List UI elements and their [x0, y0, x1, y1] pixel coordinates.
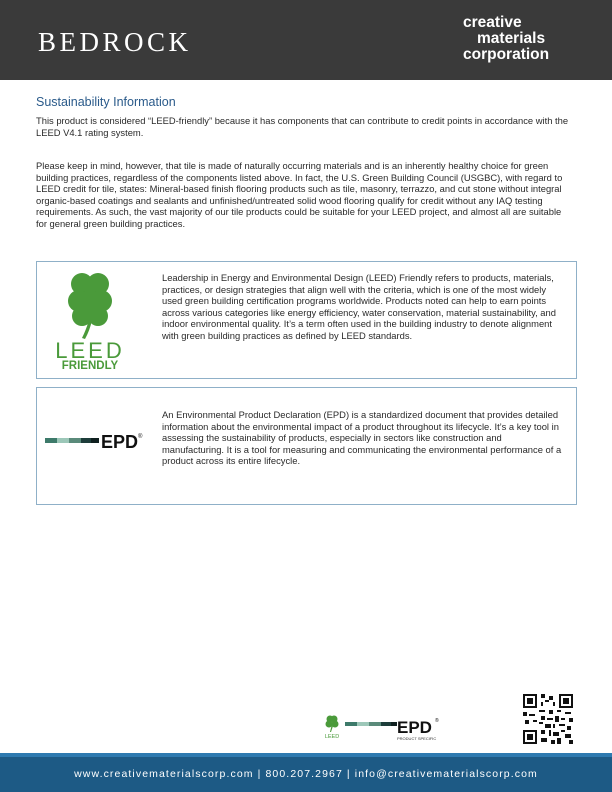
epd-small-text: EPD [397, 718, 432, 737]
epd-product-specific-label: PRODUCT SPECIFIC [397, 736, 437, 741]
leed-small-badge [322, 714, 342, 742]
qr-code-icon [523, 694, 573, 744]
leed-description: Leadership in Energy and Environmental Design (LEED) Friendly refers to products, materials, practices, or design strategies that align well with the criteria, which is one of the most widely used green building certification programs worldwide. Products noted can help to earn points across various categories like energy efficiency, water conservation, material sustainability, and indoor environmental quality. It’s a term often used in the building industry to denote alignment with green building practices as defined by LEED standards. [162, 272, 556, 341]
friendly-logo-word: FRIENDLY [61, 360, 119, 370]
leed-small-text: LEED [324, 734, 340, 740]
four-leaf-clover-icon [68, 273, 112, 339]
company-logo [463, 15, 593, 63]
epd-logo [45, 430, 145, 452]
leed-logo-word: LEED [55, 338, 125, 363]
epd-info-box [36, 387, 577, 505]
epd-small-registered-mark: ® [435, 718, 439, 724]
epd-logo-text: EPD [101, 432, 139, 452]
intro-paragraph: This product is considered “LEED-friendly” because it has components that can contribute to credit points in accordance with the LEED V4.1 rating system. [36, 115, 569, 138]
company-line-1: creative [463, 14, 522, 31]
epd-registered-mark: ® [138, 434, 143, 440]
footer-contact-info: www.creativematerialscorp.com | 800.207.2967 | info@creativematerialscorp.com [74, 768, 538, 780]
brand-logo: BEDROCK [38, 27, 192, 57]
epd-description: An Environmental Product Declaration (EPD) is a standardized document that provides detailed information about the environmental impact of a product throughout its lifecycle. It’s a key tool in assessing the sustainability of products, especially in sectors like construction and manufacturing. It is a tool for measuring and communicating the environmental performance of a product across its entire lifecycle. [162, 409, 562, 467]
section-title: Sustainability Information [36, 95, 176, 109]
page-header [0, 0, 612, 80]
epd-small-badge [345, 716, 441, 742]
page-footer [0, 753, 612, 792]
leed-info-box [36, 261, 577, 379]
detail-paragraph: Please keep in mind, however, that tile is made of naturally occurring materials and is an inherently healthy choice for green building practices, regardless of the components listed above. In fact, the U.S. Green Building Council (USGBC), with regard to LEED credit for tile, states: Mineral-based finish flooring products such as tile, masonry, terrazzo, and cut stone without integral organic-based coatings and sealants and unfinished/untreated solid wood flooring qualify for credit without any IAQ testing requirements. As such, the vast majority of our tile products could be suitable for your LEED project, and almost all are suitable for general green building practices. [36, 160, 563, 229]
small-clover-icon [326, 716, 339, 733]
leed-friendly-logo [49, 268, 131, 370]
company-line-2: materials [477, 30, 546, 47]
company-line-3: corporation [463, 46, 550, 63]
